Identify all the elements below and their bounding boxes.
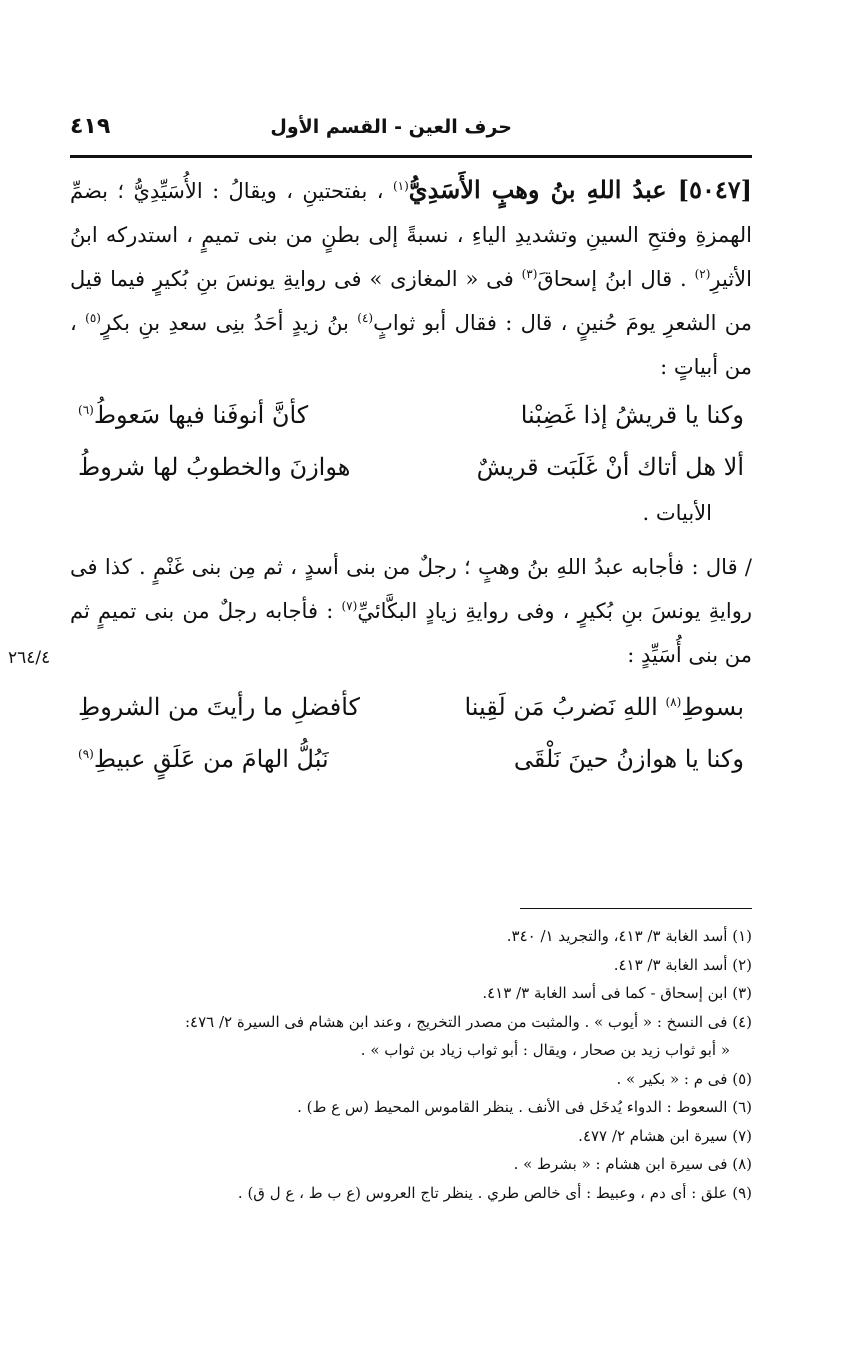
verse-first-hemistich: [464, 681, 744, 733]
note-ref: (٤): [357, 311, 374, 325]
verse-second-hemistich: [78, 389, 308, 441]
header-rule: [70, 155, 752, 158]
text-run: فى « المغازى » فى روايةِ يونسَ بنِ بُكيرٍ فيما قيل من الشعرِ يومَ حُنينٍ ، قال : فقال أبو ثوابٍ: [70, 267, 752, 335]
page-number: ٤١٩: [70, 114, 111, 139]
footnote: (٧) سيرة ابن هشام ٢/ ٤٧٧.: [578, 1126, 752, 1145]
footnote-continuation: « أبو ثواب زيد بن صحار ، ويقال : أبو ثواب زياد بن ثواب » .: [360, 1041, 730, 1059]
note-ref: (٥): [85, 311, 101, 325]
running-header: [70, 112, 752, 152]
verse-ending: الأبيات .: [642, 501, 712, 525]
verse-first-hemistich: ألا هل أتاك أنْ غَلَبَت قريشٌ: [476, 453, 744, 481]
verse-text: بسوطِ: [681, 693, 744, 721]
text-run: . قال ابنُ إسحاقَ: [537, 267, 687, 291]
text-run: : فأجابه رجلٌ من بنى تميمٍ ثم من بنى أُسَيِّدٍ :: [70, 599, 752, 667]
verse-text: نَبُلُّ الهامَ من عَلَقٍ عبيطِ: [93, 745, 329, 773]
footnotes: [76, 922, 752, 1207]
note-ref: (٩): [78, 747, 94, 761]
footnote: (٣) ابن إسحاق - كما فى أسد الغابة ٣/ ٤١٣.: [482, 984, 752, 1002]
verse-line: [70, 389, 752, 441]
text-run: بنُ زيدٍ أحَدُ بنِى سعدِ بنِ بكرٍ: [100, 311, 349, 335]
note-ref: (٦): [78, 403, 94, 417]
note-ref: (١): [392, 179, 409, 193]
verse-line: [70, 681, 752, 733]
footnote: (٨) فى سيرة ابن هشام : « بشرط » .: [513, 1155, 752, 1173]
footnote: (٩) علق : أى دم ، وعبيط : أى خالص طري . ينظر تاج العروس (ع ب ط ، ع ل ق) .: [237, 1183, 752, 1202]
note-ref: (٢): [694, 267, 711, 281]
verse-text: كأنَّ أنوفَنا فيها سَعوطُ: [93, 401, 309, 429]
verse-first-hemistich: وكنا يا قريشُ إذا غَضِبْنا: [520, 401, 744, 429]
note-ref: (٧): [341, 599, 358, 613]
footnote: (٤) فى النسخ : « أيوب » . والمثبت من مصدر التخريج ، وعند ابن هشام فى السيرة ٢/ ٤٧٦:: [184, 1012, 752, 1031]
footnote: (١) أسد الغابة ٣/ ٤١٣، والتجريد ١/ ٣٤٠.: [506, 927, 752, 945]
text-run: / قال : فأجابه عبدُ اللهِ بنُ وهبٍ ؛ رجلٌ من بنى أسدٍ ، ثم مِن بنى غَنْمٍ . كذا فى روايةِ يونسَ بنِ بُكيرٍ ، وفى روايةِ زيادٍ البكَّائيِّ: [70, 555, 752, 623]
footnote: (٥) فى م : « بكير » .: [616, 1069, 752, 1088]
verse-line: [70, 733, 752, 785]
entry-paragraph: [70, 168, 752, 389]
text-run: ، بفتحتينِ ، ويقالُ : الأُسَيِّدِيُّ ؛ بضمِّ الهمزةِ وفتحِ السينِ وتشديدِ الياءِ ، نسبةً إلى بطنٍ من بنى تميمٍ ، استدركه ابنُ الأثيرِ: [70, 179, 752, 291]
verse-second-hemistich: كأفضلِ ما رأيتَ من الشروطِ: [78, 693, 360, 721]
header-title: حرف العين - القسم الأول: [270, 116, 512, 138]
footnote: (٦) السعوط : الدواء يُدخَل فى الأنف . ينظر القاموس المحيط (س ع ط) .: [297, 1098, 752, 1116]
margin-reference: ٢٦٤/٤: [8, 648, 51, 668]
response-paragraph: [70, 545, 752, 677]
verse-first-hemistich: وكنا يا هوازنُ حينَ نَلْقَى: [513, 745, 744, 773]
note-ref: (٣): [521, 267, 538, 281]
entry-heading: [٥٠٤٧] عبدُ اللهِ بنُ وهبٍ الأَسَدِيُّ: [408, 175, 752, 204]
note-ref: (٨): [665, 695, 682, 709]
footnote-rule: [520, 908, 752, 909]
verse-second-hemistich: [78, 733, 329, 785]
verse-second-hemistich: هوازنَ والخطوبُ لها شروطُ: [78, 453, 351, 481]
footnote: (٢) أسد الغابة ٣/ ٤١٣.: [613, 955, 752, 974]
verse-line: [70, 441, 752, 493]
text-run: ، من أبياتٍ :: [70, 311, 752, 379]
verse-text: اللهِ نَضربُ مَن لَقِينا: [464, 693, 658, 721]
main-text: [70, 168, 752, 785]
